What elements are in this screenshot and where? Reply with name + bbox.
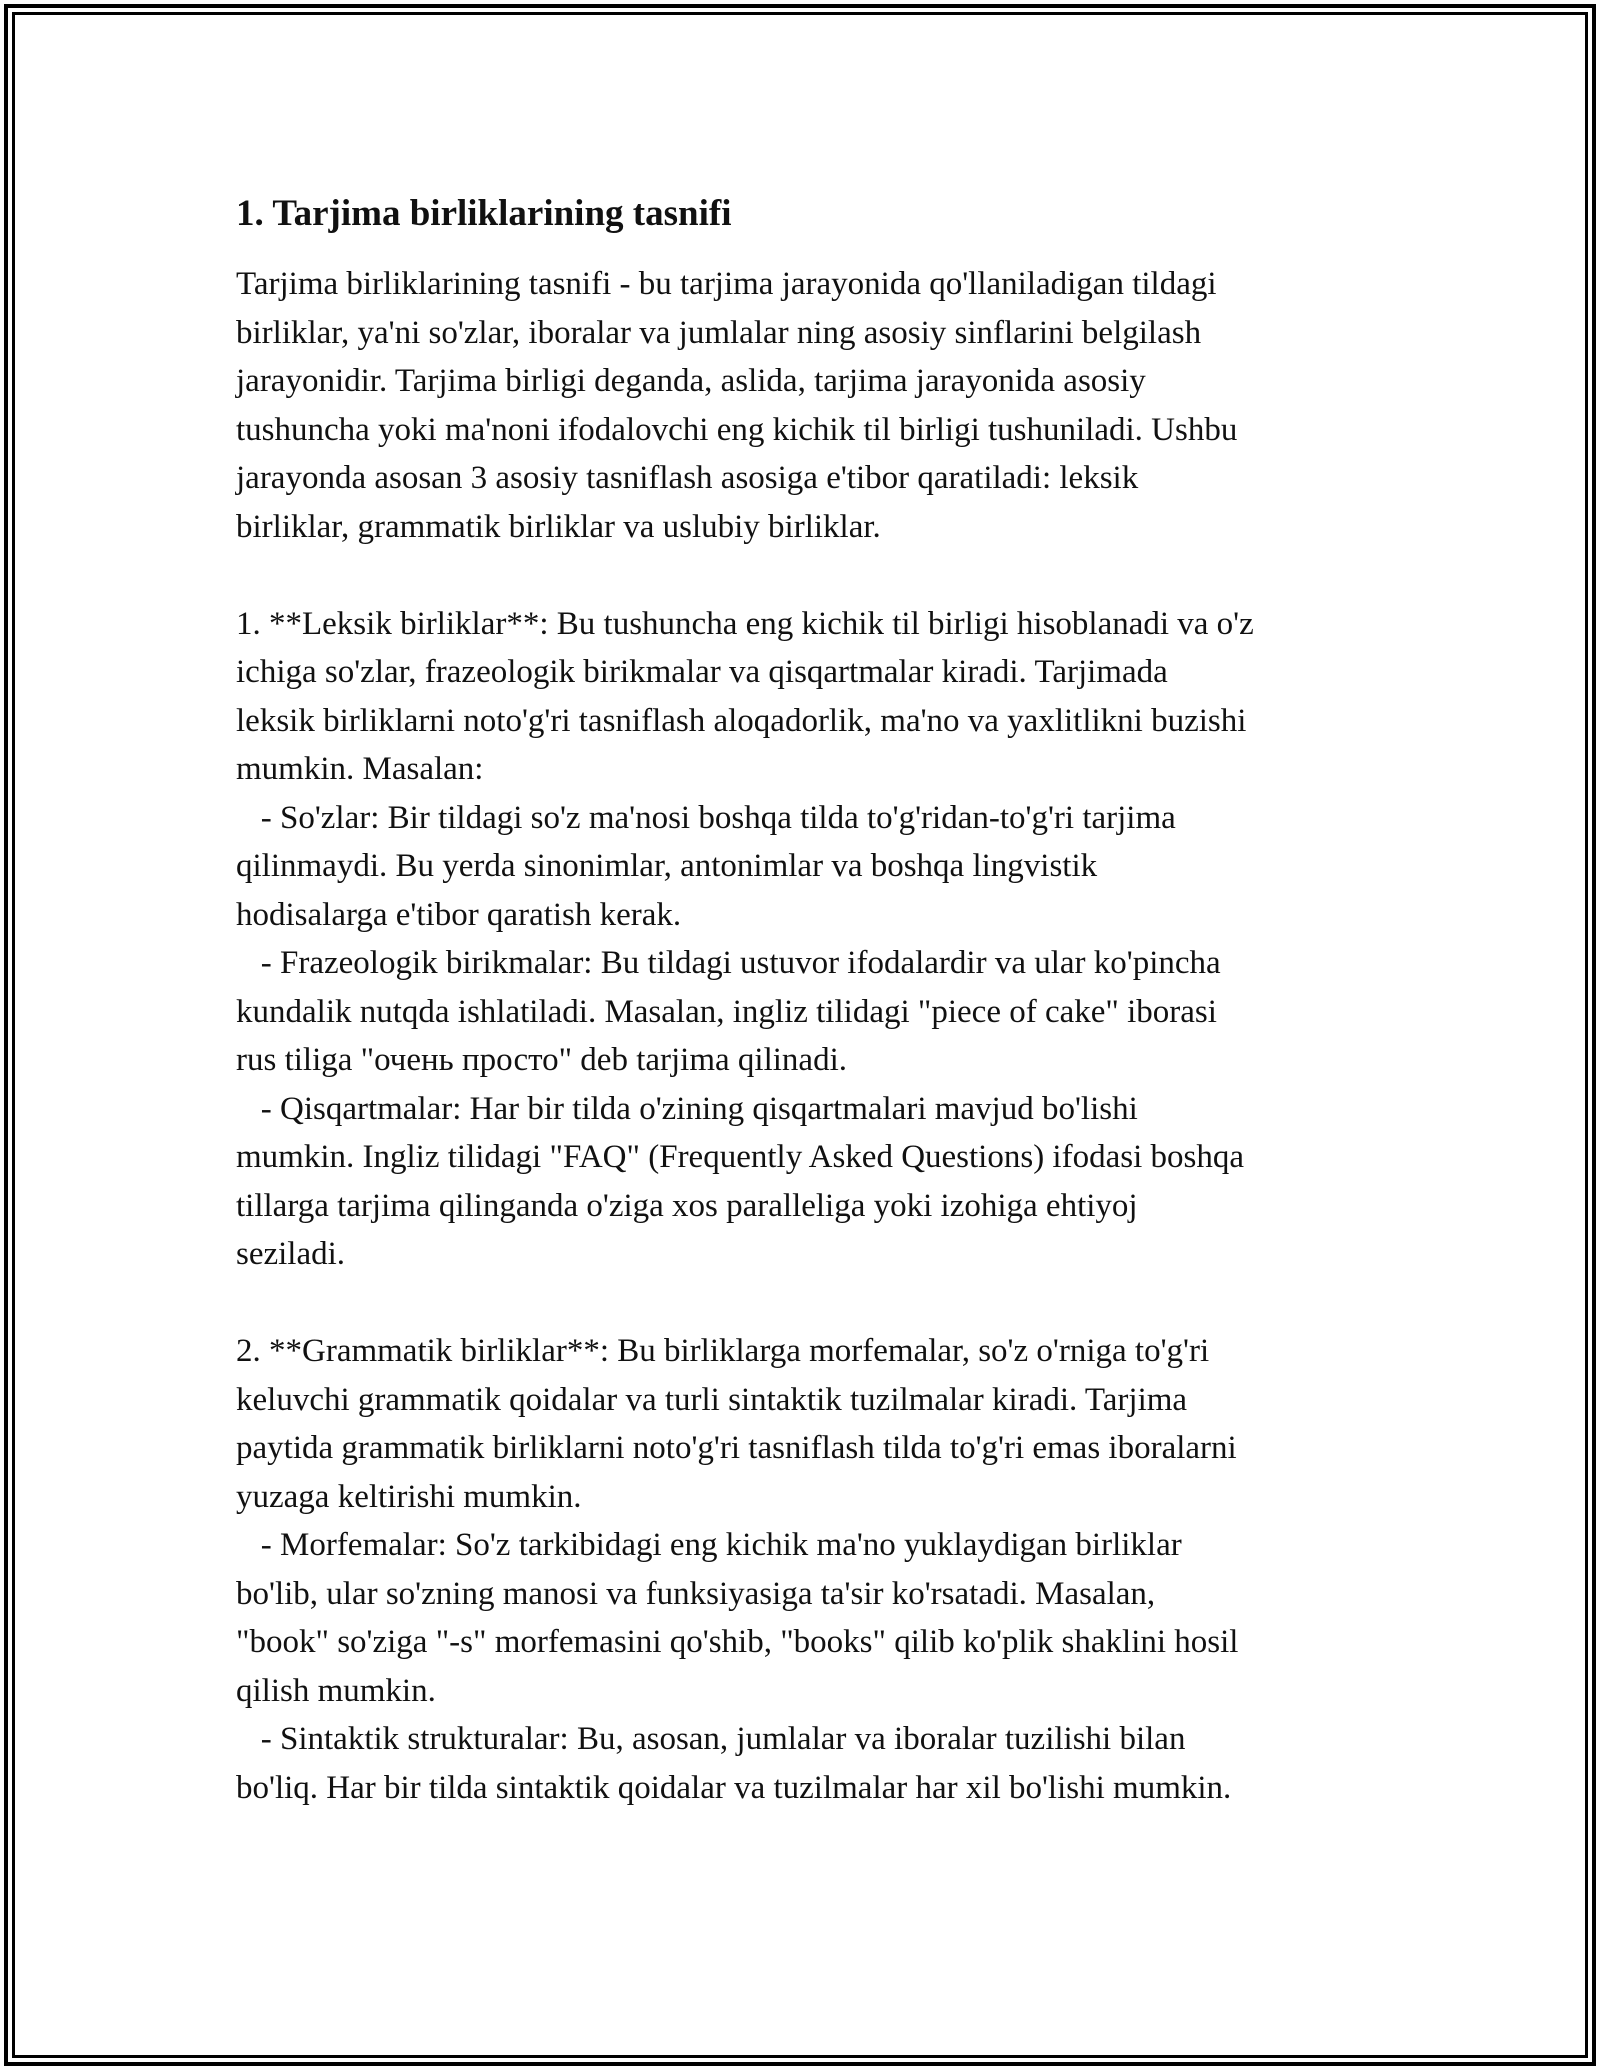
document-body — [236, 190, 1376, 1812]
text-line: seziladi. — [236, 1236, 346, 1272]
text-line: rus tiliga "очень просто" deb tarjima qilinadi. — [236, 1042, 847, 1078]
text-line: - So'zlar: Bir tildagi so'z ma'nosi boshqa tilda to'g'ridan-to'g'ri tarjima — [236, 799, 1176, 836]
text-line: bo'lib, ular so'zning manosi va funksiyasiga ta'sir ko'rsatadi. Masalan, — [236, 1575, 1156, 1612]
text-line: Tarjima birliklarining tasnifi - bu tarjima jarayonida qo'llaniladigan tildagi — [236, 266, 1217, 302]
text-line: hodisalarga e'tibor qaratish kerak. — [236, 896, 682, 933]
text-line: kundalik nutqda ishlatiladi. Masalan, ingliz tilidagi "piece of cake" iborasi — [236, 993, 1217, 1030]
text-line: qilish mumkin. — [236, 1672, 436, 1709]
text-line: - Morfemalar: So'z tarkibidagi eng kichik ma'no yuklaydigan birliklar — [236, 1527, 1182, 1563]
text-line: birliklar, ya'ni so'zlar, iboralar va jumlalar ning asosiy sinflarini belgilash — [236, 314, 1202, 351]
text-line: "book" so'ziga "-s" morfemasini qo'shib, "books" qilib ko'plik shaklini hosil — [236, 1624, 1239, 1660]
paragraph-container — [236, 260, 1376, 1812]
text-line: mumkin. Ingliz tilidagi "FAQ" (Frequently Asked Questions) ifodasi boshqa — [236, 1139, 1244, 1175]
paragraph-gap — [236, 1279, 1376, 1328]
text-line: - Qisqartmalar: Har bir tilda o'zining qisqartmalari mavjud bo'lishi — [236, 1090, 1138, 1127]
paragraph — [236, 260, 1376, 551]
text-line: jarayonidir. Tarjima birligi deganda, aslida, tarjima jarayonida asosiy — [236, 363, 1146, 399]
paragraph — [236, 1327, 1376, 1812]
document-title: 1. Tarjima birliklarining tasnifi — [236, 193, 732, 234]
paragraph-gap — [236, 551, 1376, 600]
text-line: ichiga so'zlar, frazeologik birikmalar va qisqartmalar kiradi. Tarjimada — [236, 654, 1168, 690]
text-line: tillarga tarjima qilinganda o'ziga xos paralleliga yoki izohiga ehtiyoj — [236, 1187, 1138, 1224]
text-line: bo'liq. Har bir tilda sintaktik qoidalar va tuzilmalar har xil bo'lishi mumkin. — [236, 1769, 1232, 1806]
text-line: qilinmaydi. Bu yerda sinonimlar, antonimlar va boshqa lingvistik — [236, 848, 1098, 884]
text-line: birliklar, grammatik birliklar va uslubiy birliklar. — [236, 508, 881, 545]
text-line: mumkin. Masalan: — [236, 751, 484, 787]
text-line: - Sintaktik strukturalar: Bu, asosan, jumlalar va iboralar tuzilishi bilan — [236, 1721, 1186, 1757]
text-line: 2. **Grammatik birliklar**: Bu birliklarga morfemalar, so'z o'rniga to'g'ri — [236, 1333, 1210, 1369]
text-line: yuzaga keltirishi mumkin. — [236, 1478, 582, 1515]
text-line: 1. **Leksik birliklar**: Bu tushuncha eng kichik til birligi hisoblanadi va o'z — [236, 605, 1254, 642]
paragraph — [236, 600, 1376, 1279]
text-line: leksik birliklarni noto'g'ri tasniflash aloqadorlik, ma'no va yaxlitlikni buzishi — [236, 702, 1247, 739]
text-line: keluvchi grammatik qoidalar va turli sintaktik tuzilmalar kiradi. Tarjima — [236, 1381, 1188, 1418]
text-line: - Frazeologik birikmalar: Bu tildagi ustuvor ifodalardir va ular ko'pincha — [236, 945, 1221, 981]
text-line: jarayonda asosan 3 asosiy tasniflash asosiga e'tibor qaratiladi: leksik — [236, 460, 1139, 496]
text-line: paytida grammatik birliklarni noto'g'ri tasniflash tilda to'g'ri emas iboralarni — [236, 1430, 1237, 1466]
text-line: tushuncha yoki ma'noni ifodalovchi eng kichik til birligi tushuniladi. Ushbu — [236, 411, 1238, 448]
